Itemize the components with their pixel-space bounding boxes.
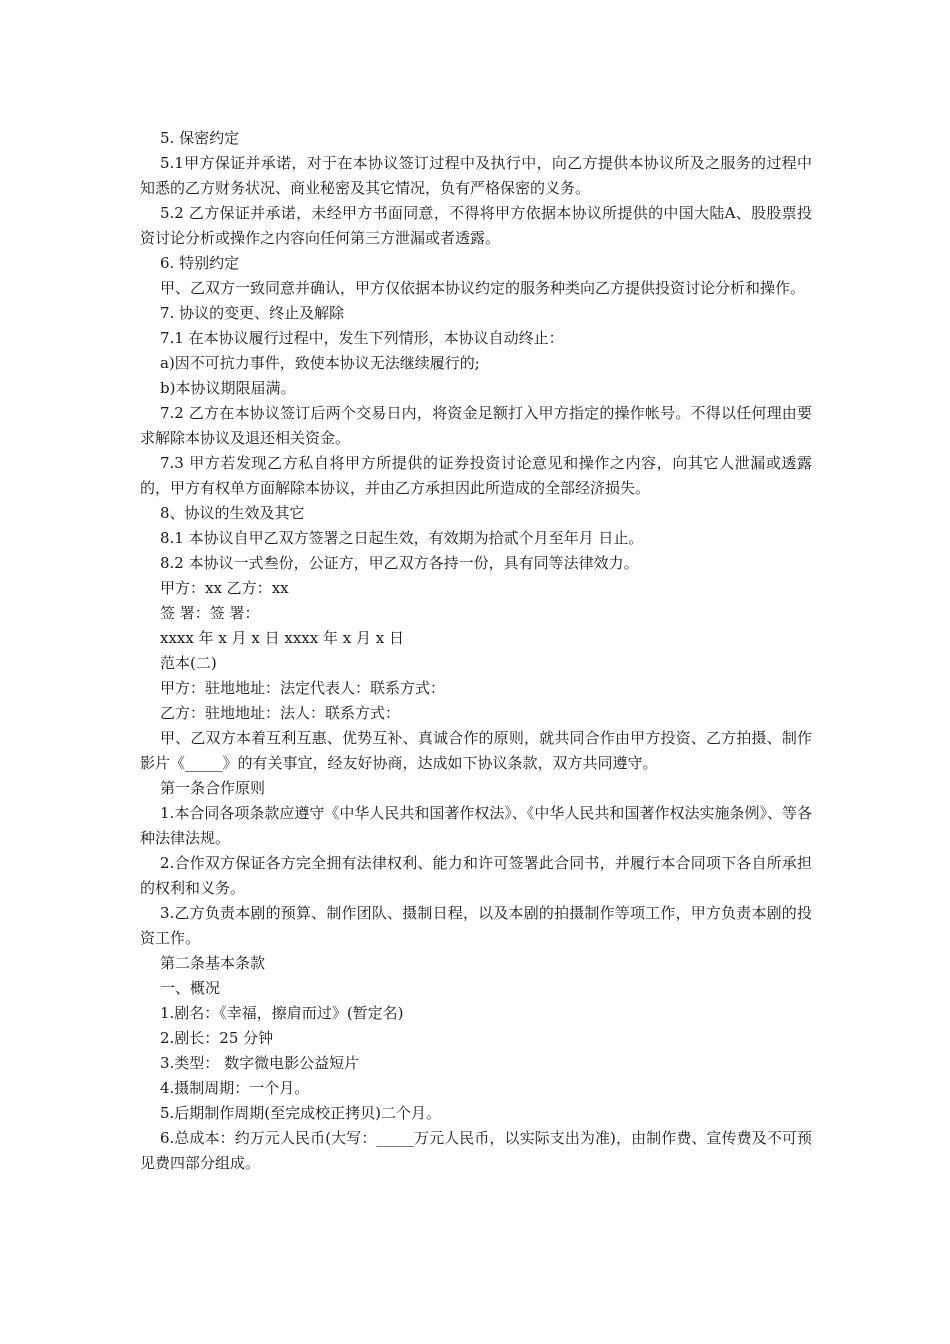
clause-7-2: 7.2 乙方在本协议签订后两个交易日内，将资金足额打入甲方指定的操作帐号。不得以任何理由要求解除本协议及退还相关资金。: [140, 404, 812, 447]
clause-7-3: 7.3 甲方若发现乙方私自将甲方所提供的证券投资讨论意见和操作之内容，向其它人泄漏或透露的，甲方有权单方面解除本协议，并由乙方承担因此所造成的全部经济损失。: [140, 454, 812, 497]
clause-5-2: 5.2 乙方保证并承诺，未经甲方书面同意，不得将甲方依据本协议所提供的中国大陆A、股股票投资讨论分析或操作之内容向任何第三方泄漏或者透露。: [140, 204, 812, 247]
article-1-item-1: 1.本合同各项条款应遵守《中华人民共和国著作权法》、《中华人民共和国著作权法实施条例》、等各种法律法规。: [140, 804, 812, 847]
heading-special-terms: 6. 特别约定: [160, 254, 240, 272]
preamble: 甲、乙双方本着互利互惠、优势互补、真诚合作的原则，就共同合作由甲方投资、乙方拍摄、制作影片《_____》的有关事宜，经友好协商，达成如下协议条款，双方共同遵守。: [140, 729, 812, 772]
clause-7-1-b: b)本协议期限届满。: [160, 379, 296, 397]
article-1-item-3: 3.乙方负责本剧的预算、制作团队、摄制日程，以及本剧的拍摄制作等项工作，甲方负责本剧的投资工作。: [140, 904, 812, 947]
overview-heading: 一、概况: [160, 979, 221, 997]
overview-type: 3.类型： 数字微电影公益短片: [160, 1054, 360, 1072]
heading-change-termination: 7. 协议的变更、终止及解除: [160, 304, 345, 322]
date-line: xxxx 年 x 月 x 日 xxxx 年 x 月 x 日: [160, 629, 404, 647]
clause-8-1: 8.1 本协议自甲乙双方签署之日起生效，有效期为拾贰个月至年月 日止。: [160, 529, 644, 547]
clause-5-1: 5.1甲方保证并承诺，对于在本协议签订过程中及执行中，向乙方提供本协议所及之服务的过程中知悉的乙方财务状况、商业秘密及其它情况，负有严格保密的义务。: [140, 154, 812, 197]
document-body: [140, 126, 812, 1176]
clause-8-2: 8.2 本协议一式叁份，公证方，甲乙双方各持一份，具有同等法律效力。: [160, 554, 639, 572]
party-a-info: 甲方：驻地地址：法定代表人：联系方式：: [160, 679, 446, 697]
article-2-heading: 第二条基本条款: [160, 954, 266, 972]
overview-post-production: 5.后期制作周期(至完成校正拷贝)二个月。: [160, 1104, 442, 1122]
signature-line: 签 署：签 署：: [160, 604, 260, 622]
article-1-item-2: 2.合作双方保证各方完全拥有法律权利、能力和许可签署此合同书，并履行本合同项下各自所承担的权利和义务。: [140, 854, 812, 897]
clause-7-1-a: a)因不可抗力事件，致使本协议无法继续履行的;: [160, 354, 480, 372]
heading-effectiveness: 8、协议的生效及其它: [160, 504, 305, 522]
party-b-info: 乙方：驻地地址：法人：联系方式：: [160, 704, 401, 722]
overview-total-cost: 6.总成本：约万元人民币(大写：_____万元人民币，以实际支出为准)，由制作费、宣传费及不可预见费四部分组成。: [140, 1129, 812, 1172]
special-terms-text: 甲、乙双方一致同意并确认，甲方仅依据本协议约定的服务种类向乙方提供投资讨论分析和操作。: [160, 279, 806, 297]
clause-7-1: 7.1 在本协议履行过程中，发生下列情形，本协议自动终止：: [160, 329, 564, 347]
heading-confidentiality: 5. 保密约定: [160, 129, 240, 147]
parties-line: 甲方：xx 乙方：xx: [160, 579, 289, 597]
overview-shooting-period: 4.摄制周期：一个月。: [160, 1079, 310, 1097]
overview-length: 2.剧长：25 分钟: [160, 1029, 274, 1047]
overview-title: 1.剧名：《幸福，擦肩而过》(暂定名): [160, 1004, 404, 1022]
article-1-heading: 第一条合作原则: [160, 779, 266, 797]
template-two-title: 范本(二): [160, 654, 217, 672]
